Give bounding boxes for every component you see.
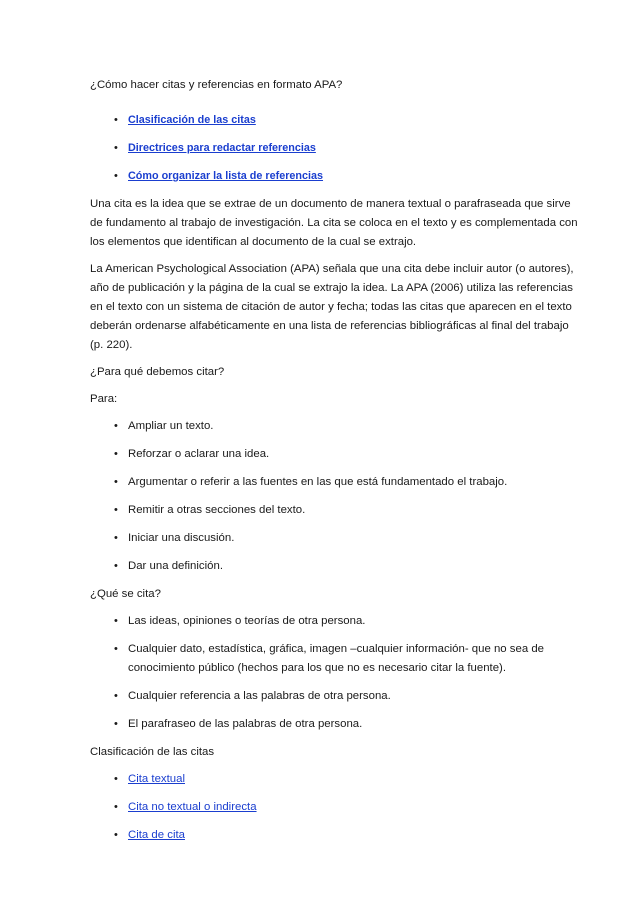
what-cite-list — [90, 612, 578, 734]
list-item — [90, 687, 578, 706]
list-item-text: Reforzar o aclarar una idea. — [128, 448, 270, 460]
list-item — [90, 529, 578, 548]
list-item — [90, 417, 578, 436]
classification-heading: Clasificación de las citas — [90, 746, 215, 758]
document-title: ¿Cómo hacer citas y referencias en formato APA? — [90, 79, 343, 91]
link-cita-textual[interactable]: Cita textual — [128, 773, 185, 785]
bullet-icon: • — [114, 615, 118, 627]
bullet-icon: • — [114, 420, 118, 432]
bullet-icon: • — [114, 114, 118, 126]
paragraph-apa: La American Psychological Association (APA) señala que una cita debe incluir autor (o autores), año de publicación y la página de la cual se extrajo la idea. La APA (2006) utiliza las referencias en el texto con un sistema de citación de autor y fecha; todas las citas que aparecen en el texto deberán ordenarse alfabéticamente en una lista de referencias bibliográficas al final del trabajo (p. 220). — [90, 263, 574, 351]
list-item — [90, 826, 578, 845]
list-item — [90, 167, 578, 186]
list-item-text: Argumentar o referir a las fuentes en las que está fundamentado el trabajo. — [128, 476, 508, 488]
list-item-text: Dar una definición. — [128, 560, 223, 572]
bullet-icon: • — [114, 773, 118, 785]
label-para: Para: — [90, 393, 118, 405]
list-item-text: Cualquier dato, estadística, gráfica, imagen –cualquier información- que no sea de conocimiento público (hechos para los que no es necesario citar la fuente). — [128, 643, 545, 674]
list-item — [90, 111, 578, 130]
bullet-icon: • — [114, 643, 118, 655]
toc-list — [90, 111, 578, 186]
bullet-icon: • — [114, 560, 118, 572]
question-para-que: ¿Para qué debemos citar? — [90, 366, 225, 378]
list-item — [90, 139, 578, 158]
bullet-icon: • — [114, 829, 118, 841]
list-item — [90, 798, 578, 817]
toc-link-directrices[interactable]: Directrices para redactar referencias — [128, 142, 316, 154]
list-item — [90, 640, 578, 678]
bullet-icon: • — [114, 448, 118, 460]
list-item — [90, 445, 578, 464]
list-item-text: Las ideas, opiniones o teorías de otra persona. — [128, 615, 366, 627]
bullet-icon: • — [114, 504, 118, 516]
link-cita-no-textual[interactable]: Cita no textual o indirecta — [128, 801, 257, 813]
bullet-icon: • — [114, 170, 118, 182]
toc-link-organizar[interactable]: Cómo organizar la lista de referencias — [128, 170, 324, 182]
list-item-text: Iniciar una discusión. — [128, 532, 235, 544]
bullet-icon: • — [114, 476, 118, 488]
question-que-se-cita: ¿Qué se cita? — [90, 588, 161, 600]
bullet-icon: • — [114, 532, 118, 544]
bullet-icon: • — [114, 690, 118, 702]
list-item — [90, 770, 578, 789]
list-item — [90, 715, 578, 734]
purpose-list — [90, 417, 578, 576]
toc-link-clasificacion[interactable]: Clasificación de las citas — [128, 114, 256, 126]
list-item — [90, 501, 578, 520]
bullet-icon: • — [114, 801, 118, 813]
list-item-text: Remitir a otras secciones del texto. — [128, 504, 306, 516]
list-item-text: Ampliar un texto. — [128, 420, 214, 432]
bullet-icon: • — [114, 142, 118, 154]
classification-list — [90, 770, 578, 845]
paragraph-definition: Una cita es la idea que se extrae de un documento de manera textual o parafraseada que sirve de fundamento al trabajo de investigación. La cita se coloca en el texto y es complementada con los elementos que identifican al documento de la cual se extrajo. — [90, 198, 578, 248]
list-item-text: Cualquier referencia a las palabras de otra persona. — [128, 690, 391, 702]
list-item-text: El parafraseo de las palabras de otra persona. — [128, 718, 363, 730]
list-item — [90, 557, 578, 576]
link-cita-de-cita[interactable]: Cita de cita — [128, 829, 185, 841]
bullet-icon: • — [114, 718, 118, 730]
list-item — [90, 473, 578, 492]
list-item — [90, 612, 578, 631]
